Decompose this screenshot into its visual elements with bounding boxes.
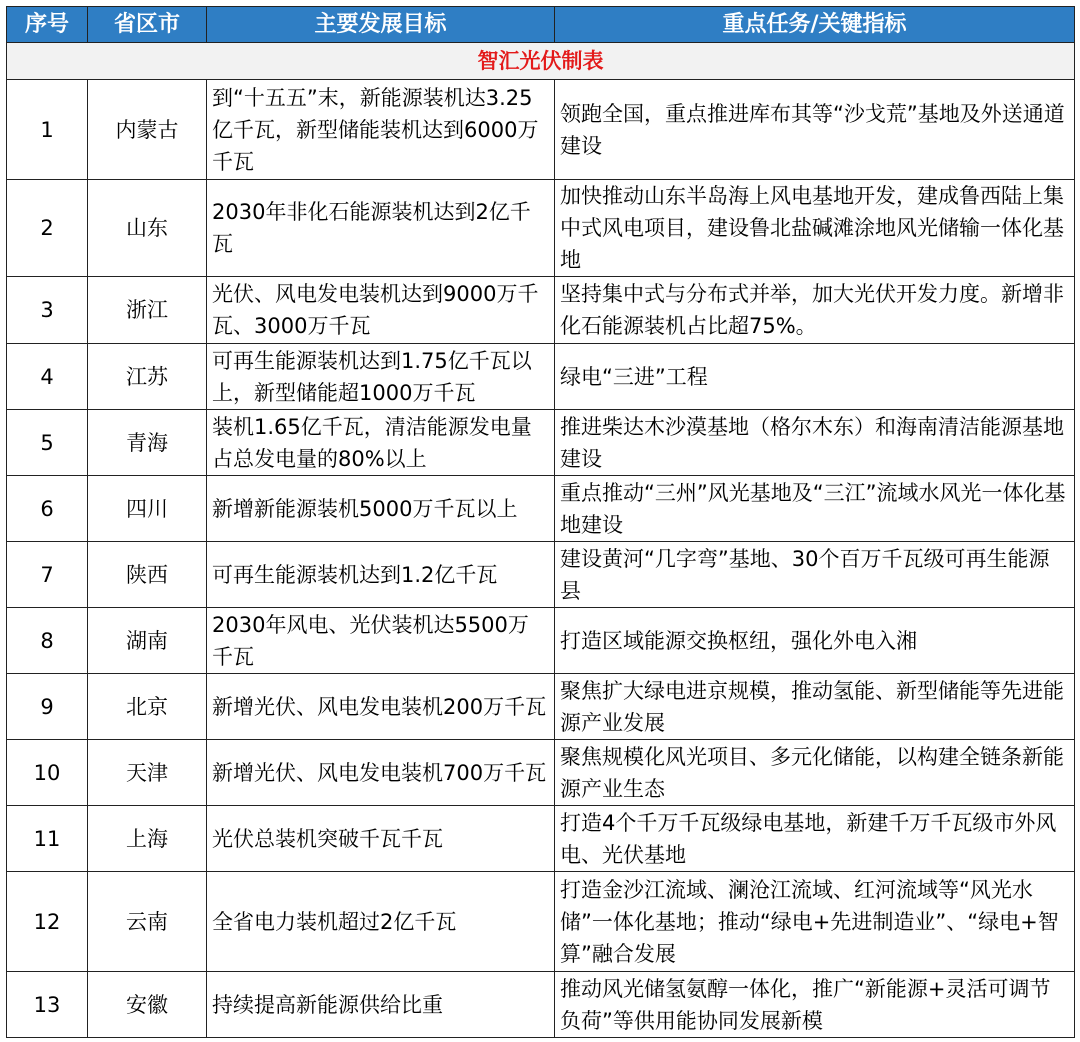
row-goal: 持续提高新能源供给比重 [207, 972, 555, 1038]
row-index: 4 [7, 344, 88, 410]
table-row [7, 277, 1075, 344]
header-row [7, 7, 1075, 43]
row-province: 陕西 [88, 542, 207, 608]
row-goal: 2030年非化石能源装机达到2亿千瓦 [207, 180, 555, 277]
row-task: 推进柴达木沙漠基地（格尔木东）和海南清洁能源基地建设 [555, 410, 1075, 476]
row-task: 领跑全国，重点推进库布其等“沙戈荒”基地及外送通道建设 [555, 80, 1075, 180]
row-province: 云南 [88, 872, 207, 972]
header-province: 省区市 [88, 7, 207, 43]
row-province: 浙江 [88, 277, 207, 344]
table-row [7, 972, 1075, 1038]
header-task: 重点任务/关键指标 [555, 7, 1075, 43]
row-province: 北京 [88, 674, 207, 740]
row-province: 天津 [88, 740, 207, 806]
row-goal: 光伏、风电发电装机达到9000万千瓦、3000万千瓦 [207, 277, 555, 344]
table-row [7, 80, 1075, 180]
row-task: 聚焦扩大绿电进京规模，推动氢能、新型储能等先进能源产业发展 [555, 674, 1075, 740]
table-row [7, 476, 1075, 542]
row-index: 8 [7, 608, 88, 674]
row-task: 加快推动山东半岛海上风电基地开发，建成鲁西陆上集中式风电项目，建设鲁北盐碱滩涂地风光储输一体化基地 [555, 180, 1075, 277]
row-task: 建设黄河“几字弯”基地、30个百万千瓦级可再生能源县 [555, 542, 1075, 608]
row-task: 绿电“三进”工程 [555, 344, 1075, 410]
table-row [7, 806, 1075, 872]
row-task: 聚焦规模化风光项目、多元化储能，以构建全链条新能源产业生态 [555, 740, 1075, 806]
row-index: 6 [7, 476, 88, 542]
header-index: 序号 [7, 7, 88, 43]
row-province: 内蒙古 [88, 80, 207, 180]
row-index: 12 [7, 872, 88, 972]
row-index: 13 [7, 972, 88, 1038]
table-row [7, 740, 1075, 806]
row-index: 2 [7, 180, 88, 277]
row-task: 打造4个千万千瓦级绿电基地，新建千万千瓦级市外风电、光伏基地 [555, 806, 1075, 872]
row-goal: 2030年风电、光伏装机达5500万千瓦 [207, 608, 555, 674]
row-goal: 新增光伏、风电发电装机700万千瓦 [207, 740, 555, 806]
table-row [7, 542, 1075, 608]
row-province: 上海 [88, 806, 207, 872]
row-task: 重点推动“三州”风光基地及“三江”流域水风光一体化基地建设 [555, 476, 1075, 542]
table-row [7, 674, 1075, 740]
row-goal: 光伏总装机突破千瓦千瓦 [207, 806, 555, 872]
province-energy-table [6, 6, 1075, 1038]
row-index: 10 [7, 740, 88, 806]
row-task: 打造金沙江流域、澜沧江流域、红河流域等“风光水储”一体化基地；推动“绿电+先进制造业”、“绿电+智算”融合发展 [555, 872, 1075, 972]
row-index: 3 [7, 277, 88, 344]
row-goal: 全省电力装机超过2亿千瓦 [207, 872, 555, 972]
row-province: 青海 [88, 410, 207, 476]
row-task: 坚持集中式与分布式并举，加大光伏开发力度。新增非化石能源装机占比超75%。 [555, 277, 1075, 344]
row-province: 安徽 [88, 972, 207, 1038]
row-province: 湖南 [88, 608, 207, 674]
row-index: 9 [7, 674, 88, 740]
row-province: 四川 [88, 476, 207, 542]
row-goal: 新增光伏、风电发电装机200万千瓦 [207, 674, 555, 740]
row-task: 推动风光储氢氨醇一体化，推广“新能源+灵活可调节负荷”等供用能协同发展新模 [555, 972, 1075, 1038]
row-index: 11 [7, 806, 88, 872]
row-goal: 新增新能源装机5000万千瓦以上 [207, 476, 555, 542]
row-index: 7 [7, 542, 88, 608]
row-province: 山东 [88, 180, 207, 277]
table-row [7, 344, 1075, 410]
section-row [7, 43, 1075, 80]
table-row [7, 872, 1075, 972]
section-title: 智汇光伏制表 [7, 43, 1075, 80]
table-row [7, 180, 1075, 277]
header-goal: 主要发展目标 [207, 7, 555, 43]
row-index: 5 [7, 410, 88, 476]
row-task: 打造区域能源交换枢纽，强化外电入湘 [555, 608, 1075, 674]
table-row [7, 410, 1075, 476]
row-province: 江苏 [88, 344, 207, 410]
table-row [7, 608, 1075, 674]
row-goal: 可再生能源装机达到1.2亿千瓦 [207, 542, 555, 608]
row-goal: 可再生能源装机达到1.75亿千瓦以上，新型储能超1000万千瓦 [207, 344, 555, 410]
row-goal: 装机1.65亿千瓦，清洁能源发电量占总发电量的80%以上 [207, 410, 555, 476]
row-goal: 到“十五五”末，新能源装机达3.25亿千瓦，新型储能装机达到6000万千瓦 [207, 80, 555, 180]
row-index: 1 [7, 80, 88, 180]
